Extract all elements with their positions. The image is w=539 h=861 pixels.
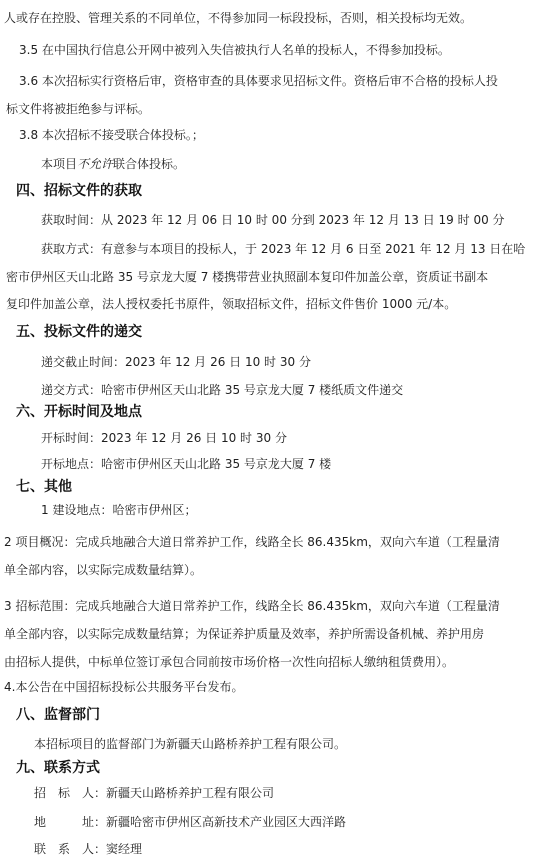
contact-person: 联 系 人：窦经理 [34, 842, 143, 856]
text-line: 2 项目概况：完成兵地融合大道日常养护工作，线路全长 86.435km，双向六车道（工程量清 [4, 535, 500, 549]
text-line: 人或存在控股、管理关系的不同单位，不得参加同一标段投标，否则，相关投标均无效。 [4, 11, 473, 25]
text-line: 3 招标范围：完成兵地融合大道日常养护工作，线路全长 86.435km，双向六车道（工程量清 [4, 599, 500, 613]
contact-tenderer: 招 标 人：新疆天山路桥养护工程有限公司 [34, 786, 275, 800]
text-line: 本招标项目的监督部门为新疆天山路桥养护工程有限公司。 [34, 737, 347, 751]
text-span: 本项目 [41, 157, 78, 171]
text-line: 3.5 在中国执行信息公开网中被列入失信被执行人名单的投标人，不得参加投标。 [19, 43, 450, 57]
section-heading-7: 七、其他 [16, 479, 72, 495]
text-line: 获取方式：有意参与本项目的投标人，于 2023 年 12 月 6 日至 2021 年 12 月 13 日在哈 [41, 242, 526, 256]
text-line: 获取时间：从 2023 年 12 月 06 日 10 时 00 分到 2023 年 12 月 13 日 19 时 00 分 [41, 213, 505, 227]
text-line: 复印件加盖公章，法人授权委托书原件，领取招标文件，招标文件售价 1000 元/本。 [6, 297, 457, 311]
text-line-mixed [41, 157, 185, 171]
section-heading-4: 四、招标文件的获取 [16, 183, 142, 199]
text-line: 单全部内容，以实际完成数量结算）。 [4, 563, 203, 577]
italic-text-span: 不允许 [77, 157, 114, 171]
text-line: 3.8 本次招标不接受联合体投标。； [19, 128, 204, 142]
text-line: 4.本公告在中国招标投标公共服务平台发布。 [4, 680, 244, 694]
section-heading-6: 六、开标时间及地点 [16, 404, 142, 420]
text-line: 开标地点：哈密市伊州区天山北路 35 号京龙大厦 7 楼 [41, 457, 332, 471]
text-line: 由招标人提供，中标单位签订承包合同前按市场价格一次性向招标人缴纳租赁费用）。 [4, 655, 455, 669]
text-line: 递交截止时间：2023 年 12 月 26 日 10 时 30 分 [41, 355, 311, 369]
section-heading-5: 五、投标文件的递交 [16, 324, 142, 340]
text-line: 开标时间：2023 年 12 月 26 日 10 时 30 分 [41, 431, 287, 445]
text-line: 3.6 本次招标实行资格后审，资格审查的具体要求见招标文件。资格后审不合格的投标人投 [19, 74, 498, 88]
text-line: 1 建设地点：哈密市伊州区； [41, 503, 197, 517]
section-heading-9: 九、联系方式 [16, 760, 100, 776]
text-line: 密市伊州区天山北路 35 号京龙大厦 7 楼携带营业执照副本复印件加盖公章，资质证书副本 [6, 270, 489, 284]
text-line: 单全部内容，以实际完成数量结算；为保证养护质量及效率，养护所需设备机械、养护用房 [4, 627, 485, 641]
section-heading-8: 八、监督部门 [16, 707, 100, 723]
text-line: 标文件将被拒绝参与评标。 [6, 102, 151, 116]
contact-address: 地 址：新疆哈密市伊州区高新技术产业园区大西洋路 [34, 815, 347, 829]
text-line: 递交方式：哈密市伊州区天山北路 35 号京龙大厦 7 楼纸质文件递交 [41, 383, 404, 397]
text-span: 联合体投标。 [113, 157, 186, 171]
